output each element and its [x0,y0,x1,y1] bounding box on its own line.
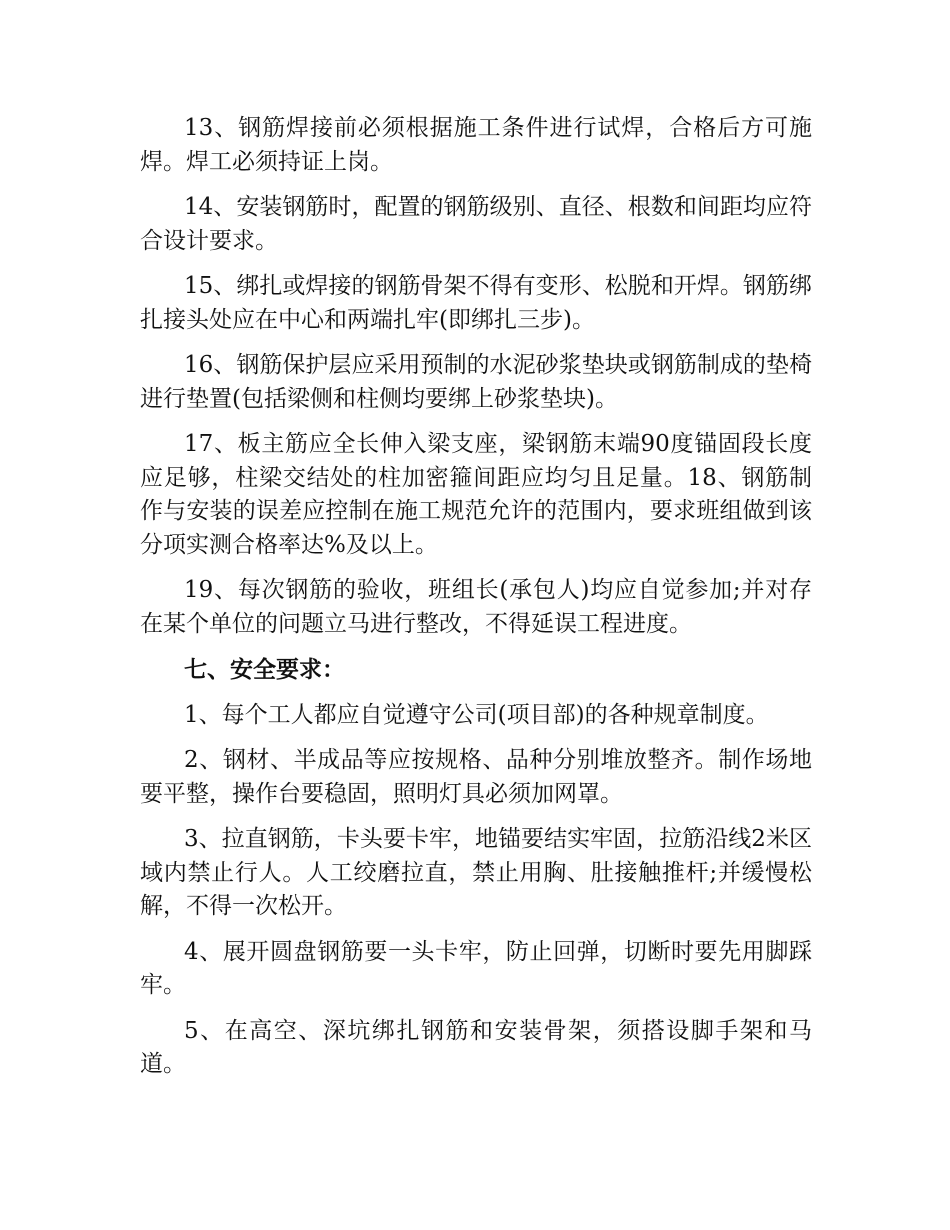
section-heading-safety: 七、安全要求： [184,656,345,683]
safety-paragraph-2: 2、钢材、半成品等应按规格、品种分别堆放整齐。制作场地要平整，操作台要稳固，照明灯具必须加网罩。 [140,747,812,807]
paragraph-19: 19、每次钢筋的验收，班组长(承包人)均应自觉参加;并对存在某个单位的问题立马进行整改，不得延误工程进度。 [140,577,812,637]
paragraph-16: 16、钢筋保护层应采用预制的水泥砂浆垫块或钢筋制成的垫椅进行垫置(包括梁侧和柱侧均要绑上砂浆垫块)。 [140,352,812,412]
safety-paragraph-5: 5、在高空、深坑绑扎钢筋和安装骨架，须搭设脚手架和马道。 [140,1017,812,1077]
safety-paragraph-3: 3、拉直钢筋，卡头要卡牢，地锚要结实牢固，拉筋沿线2米区域内禁止行人。人工绞磨拉直，禁止用胸、肚接触推杆;并缓慢松解，不得一次松开。 [140,826,812,919]
paragraph-15: 15、绑扎或焊接的钢筋骨架不得有变形、松脱和开焊。钢筋绑扎接头处应在中心和两端扎牢(即绑扎三步)。 [140,273,812,333]
paragraph-17-18: 17、板主筋应全长伸入梁支座，梁钢筋末端90度锚固段长度应足够，柱梁交结处的柱加密箍间距应均匀且足量。18、钢筋制作与安装的误差应控制在施工规范允许的范围内，要求班组做到该分项实测合格率达%及以上。 [140,431,812,558]
safety-paragraph-4: 4、展开圆盘钢筋要一头卡牢，防止回弹，切断时要先用脚踩牢。 [140,938,812,998]
document-body [140,112,812,1094]
safety-paragraph-1: 1、每个工人都应自觉遵守公司(项目部)的各种规章制度。 [184,701,769,728]
paragraph-13: 13、钢筋焊接前必须根据施工条件进行试焊，合格后方可施焊。焊工必须持证上岗。 [140,115,812,175]
paragraph-14: 14、安装钢筋时，配置的钢筋级别、直径、根数和间距均应符合设计要求。 [140,194,812,254]
